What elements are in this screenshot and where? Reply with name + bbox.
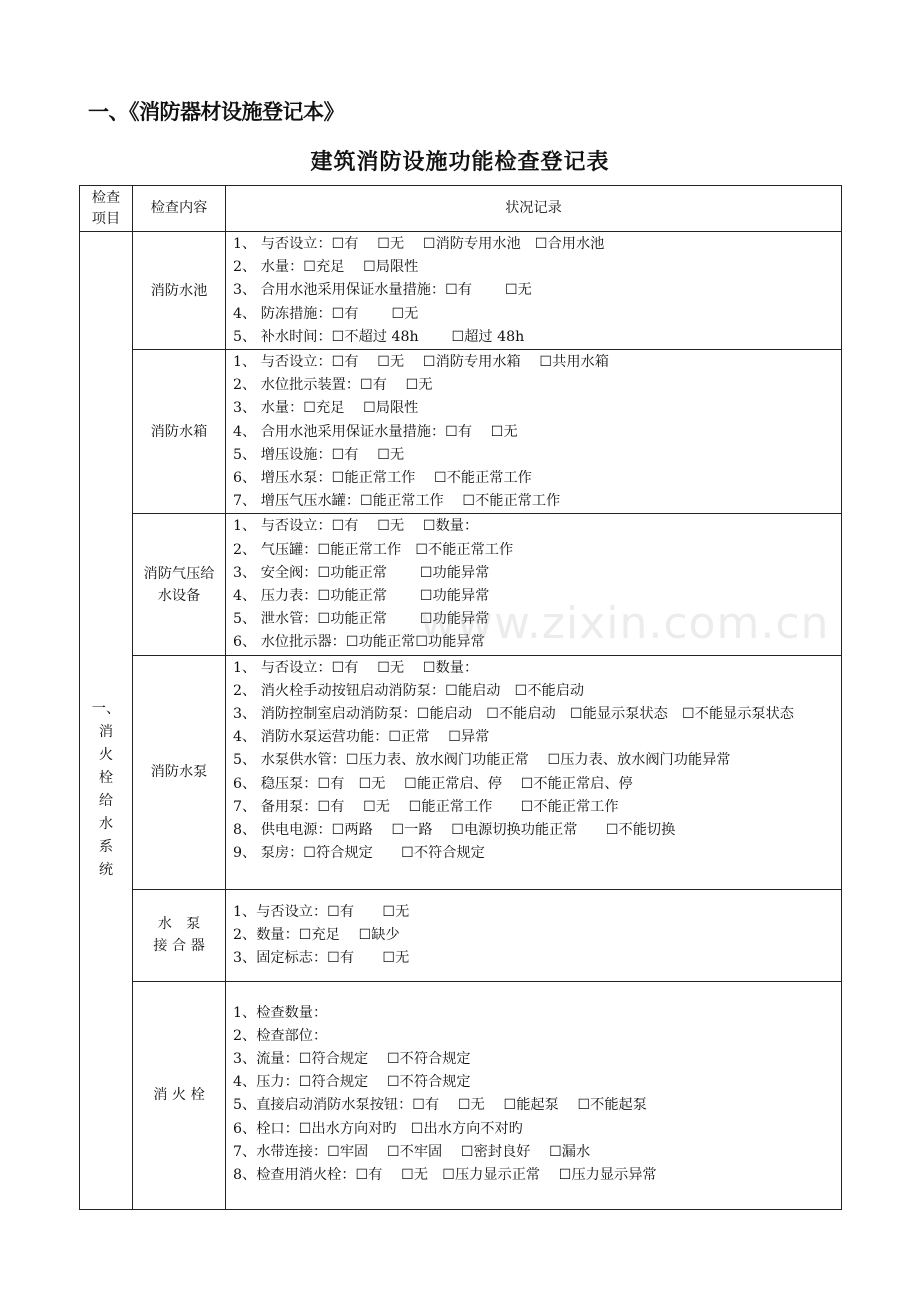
list-item: 2、 水位批示装置：☐有 ☐无 (233, 377, 433, 394)
list-item: 2、 消火栓手动按钮启动消防泵：☐能启动 ☐不能启动 (233, 682, 585, 699)
list-item: 4、 合用水池采用保证水量措施：☐有 ☐无 (233, 423, 518, 440)
inspection-table (79, 185, 842, 1210)
list-item: 5、 补水时间：☐不超过 48h ☐超过 48h (233, 328, 525, 345)
section-name: 消防水箱 (133, 350, 226, 514)
list-item: 5、直接启动消防水泵按钮：☐有 ☐无 ☐能起泵 ☐不能起泵 (233, 1097, 647, 1114)
category-char: 水 (98, 816, 114, 833)
category-char: 给 (98, 793, 114, 810)
table-row (80, 232, 842, 350)
category-char: 一、 (91, 701, 121, 718)
section-items (226, 514, 842, 655)
section-items (226, 889, 842, 981)
section-name: 消 火 栓 (133, 981, 226, 1209)
section-name: 消防气压给水设备 (133, 514, 226, 655)
list-item: 2、数量：☐充足 ☐缺少 (233, 926, 400, 943)
table-row (80, 655, 842, 889)
section-name: 消防水池 (133, 232, 226, 350)
list-item: 7、 增压气压水罐：☐能正常工作 ☐不能正常工作 (233, 493, 561, 510)
section-items (226, 232, 842, 350)
list-item: 3、 消防控制室启动消防泵：☐能启动 ☐不能启动 ☐能显示泵状态 ☐不能显示泵状态 (233, 706, 794, 723)
list-item: 3、 合用水池采用保证水量措施：☐有 ☐无 (233, 282, 532, 299)
section-name-line: 水 泵 (157, 916, 201, 933)
list-item: 4、 压力表：☐功能正常 ☐功能异常 (233, 588, 490, 605)
list-item: 2、 气压罐：☐能正常工作 ☐不能正常工作 (233, 541, 514, 558)
header-record: 状况记录 (226, 186, 842, 232)
section-items (226, 655, 842, 889)
category-cell (80, 232, 133, 1210)
list-item: 5、 水泵供水管：☐压力表、放水阀门功能正常 ☐压力表、放水阀门功能异常 (233, 752, 731, 769)
list-item: 3、固定标志：☐有 ☐无 (233, 950, 410, 967)
list-item: 7、水带连接：☐牢固 ☐不牢固 ☐密封良好 ☐漏水 (233, 1143, 591, 1160)
section-items (226, 350, 842, 514)
list-item: 3、流量：☐符合规定 ☐不符合规定 (233, 1051, 471, 1068)
section-name: 消防水泵 (133, 655, 226, 889)
list-item: 6、栓口：☐出水方向对旳 ☐出水方向不对旳 (233, 1120, 523, 1137)
list-item: 4、 消防水泵运营功能：☐正常 ☐异常 (233, 729, 490, 746)
list-item: 5、 泄水管：☐功能正常 ☐功能异常 (233, 611, 490, 628)
list-item: 6、 增压水泵：☐能正常工作 ☐不能正常工作 (233, 470, 532, 487)
list-item: 4、压力：☐符合规定 ☐不符合规定 (233, 1074, 471, 1091)
category-char: 消 (98, 724, 114, 741)
watermark: www.zixin.com.cn (420, 598, 830, 649)
table-title: 建筑消防设施功能检查登记表 (310, 150, 610, 175)
category-char: 统 (98, 862, 114, 879)
list-item: 3、 水量：☐充足 ☐局限性 (233, 400, 419, 417)
category-char: 系 (98, 839, 114, 856)
list-item: 5、 增压设施：☐有 ☐无 (233, 446, 405, 463)
list-item: 1、 与否设立：☐有 ☐无 ☐消防专用水池 ☐合用水池 (233, 236, 605, 252)
list-item: 3、 安全阀：☐功能正常 ☐功能异常 (233, 564, 490, 581)
list-item: 1、 与否设立：☐有 ☐无 ☐消防专用水箱 ☐共用水箱 (233, 354, 609, 371)
list-item: 1、 与否设立：☐有 ☐无 ☐数量： (233, 518, 479, 535)
list-item: 1、检查数量： (233, 1004, 328, 1021)
table-row (80, 350, 842, 514)
section-name-line: 接 合 器 (153, 938, 205, 955)
category-char: 栓 (98, 770, 114, 787)
list-item: 1、与否设立：☐有 ☐无 (233, 903, 410, 920)
list-item: 4、 防冻措施：☐有 ☐无 (233, 305, 419, 322)
document-heading: 一、《消防器材设施登记本》 (88, 100, 344, 124)
list-item: 2、 水量：☐充足 ☐局限性 (233, 259, 419, 276)
header-row (80, 186, 842, 232)
table-row (80, 889, 842, 981)
section-items (226, 981, 842, 1209)
list-item: 7、 备用泵：☐有 ☐无 ☐能正常工作 ☐不能正常工作 (233, 798, 619, 815)
header-content: 检查内容 (133, 186, 226, 232)
list-item: 6、 水位批示器：☐功能正常☐功能异常 (233, 634, 485, 651)
category-label (80, 698, 132, 882)
table-row (80, 514, 842, 655)
list-item: 9、 泵房：☐符合规定 ☐不符合规定 (233, 845, 485, 862)
list-item: 2、检查部位： (233, 1027, 328, 1044)
list-item: 6、 稳压泵：☐有 ☐无 ☐能正常启、停 ☐不能正常启、停 (233, 775, 633, 792)
list-item: 8、 供电电源：☐两路 ☐一路 ☐电源切换功能正常 ☐不能切换 (233, 822, 676, 839)
table-row (80, 981, 842, 1209)
category-char: 火 (98, 747, 114, 764)
header-item: 检查项目 (80, 186, 133, 232)
list-item: 8、检查用消火栓：☐有 ☐无 ☐压力显示正常 ☐压力显示异常 (233, 1167, 657, 1184)
list-item: 1、 与否设立：☐有 ☐无 ☐数量： (233, 659, 479, 676)
section-name (133, 889, 226, 981)
